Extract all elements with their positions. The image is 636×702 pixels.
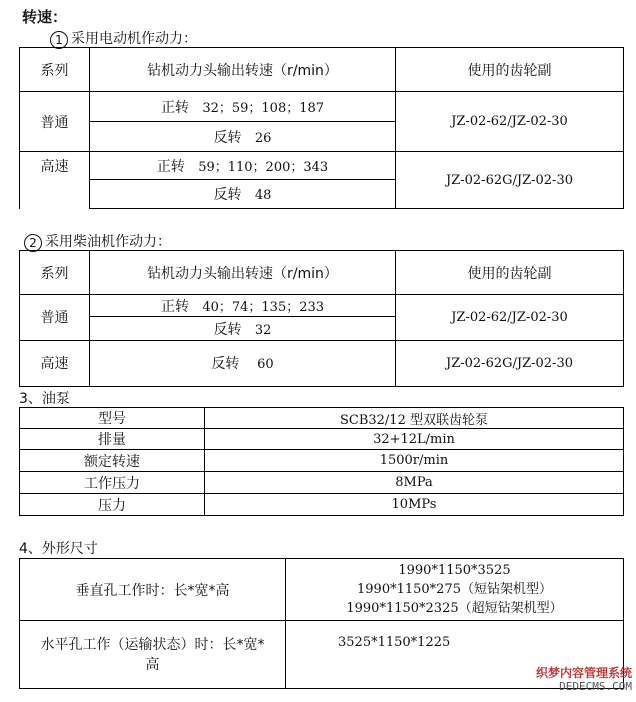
pump-row-label: 工作压力 bbox=[20, 472, 205, 494]
pump-row-label: 型号 bbox=[20, 408, 205, 429]
reverse-label: 反转 bbox=[213, 187, 242, 203]
reverse-speeds bbox=[90, 122, 396, 152]
gear-high: JZ-02-62G/JZ-02-30 bbox=[396, 340, 624, 386]
dimension-line: 1990*1150*275（短钻架机型） bbox=[357, 582, 552, 597]
pump-row-label: 压力 bbox=[20, 494, 205, 516]
diesel-speed-table bbox=[19, 250, 624, 387]
section1-title-text: 采用电动机作动力： bbox=[71, 31, 197, 47]
forward-values: 32；59；108；187 bbox=[202, 100, 325, 116]
watermark-line1: 织梦内容管理系统 bbox=[535, 666, 632, 680]
forward-label: 正转 bbox=[160, 298, 189, 315]
pump-row-value: 10MPs bbox=[205, 494, 624, 516]
header-series: 系列 bbox=[20, 48, 90, 92]
section2-title bbox=[24, 231, 171, 252]
gear-normal: JZ-02-62/JZ-02-30 bbox=[396, 92, 624, 152]
forward-speeds bbox=[90, 152, 396, 180]
series-high: 高速 bbox=[20, 152, 90, 209]
reverse-label: 反转 bbox=[213, 321, 242, 338]
watermark-line2: DEDECMS.COM bbox=[559, 680, 632, 693]
series-normal: 普通 bbox=[20, 295, 90, 340]
header-gear: 使用的齿轮副 bbox=[396, 251, 624, 295]
section4-title: 4、外形尺寸 bbox=[19, 541, 98, 557]
reverse-values: 32 bbox=[254, 322, 272, 338]
horizontal-label-line2: 高 bbox=[145, 656, 160, 673]
pump-row-value: 8MPa bbox=[205, 472, 624, 494]
reverse-values: 48 bbox=[254, 188, 272, 203]
horizontal-label bbox=[20, 621, 286, 689]
section3-title: 3、油泵 bbox=[19, 391, 70, 407]
header-speed: 钻机动力头输出转速（r/min） bbox=[90, 48, 396, 92]
forward-label: 正转 bbox=[156, 158, 185, 175]
motor-speed-table bbox=[19, 47, 624, 209]
section2-title-text: 采用柴油机作动力： bbox=[45, 234, 171, 250]
gear-high: JZ-02-62G/JZ-02-30 bbox=[396, 152, 624, 209]
series-high: 高速 bbox=[20, 340, 90, 386]
circle-number-1: 1 bbox=[50, 31, 68, 49]
forward-speeds bbox=[90, 295, 396, 317]
reverse-speeds bbox=[90, 340, 396, 386]
watermark bbox=[520, 666, 632, 694]
circle-number-2: 2 bbox=[24, 234, 42, 252]
reverse-label: 反转 bbox=[211, 356, 240, 373]
reverse-values: 60 bbox=[257, 357, 274, 373]
forward-values: 59；110；200；343 bbox=[198, 159, 329, 175]
dimension-line: 1990*1150*2325（超短钻架机型） bbox=[346, 601, 563, 616]
header-series: 系列 bbox=[20, 251, 90, 295]
horizontal-label-line1: 水平孔工作（运输状态）时：长*宽* bbox=[40, 636, 265, 653]
pump-row-value: 1500r/min bbox=[205, 450, 624, 472]
series-normal: 普通 bbox=[20, 92, 90, 152]
pump-row-label: 排量 bbox=[20, 429, 205, 450]
pump-row-value: 32+12L/min bbox=[205, 429, 624, 450]
vertical-values bbox=[286, 559, 624, 621]
reverse-speeds bbox=[90, 317, 396, 340]
header-speed: 钻机动力头输出转速（r/min） bbox=[90, 251, 396, 295]
forward-speeds bbox=[90, 92, 396, 122]
reverse-label: 反转 bbox=[213, 129, 242, 146]
forward-label: 正转 bbox=[160, 99, 189, 116]
vertical-label: 垂直孔工作时：长*宽*高 bbox=[20, 559, 286, 621]
reverse-speeds bbox=[90, 180, 396, 209]
section1-title bbox=[50, 28, 197, 49]
reverse-values: 26 bbox=[254, 130, 272, 146]
heading: 转速： bbox=[22, 8, 68, 26]
horizontal-value: 3525*1150*1225 bbox=[286, 621, 624, 689]
forward-values: 40；74；135；233 bbox=[202, 299, 325, 315]
header-gear: 使用的齿轮副 bbox=[396, 48, 624, 92]
gear-normal: JZ-02-62/JZ-02-30 bbox=[396, 295, 624, 340]
pump-row-label: 额定转速 bbox=[20, 450, 205, 472]
pump-row-value: SCB32/12 型双联齿轮泵 bbox=[205, 408, 624, 429]
dimension-line: 1990*1150*3525 bbox=[398, 563, 511, 578]
pump-table bbox=[19, 407, 624, 516]
